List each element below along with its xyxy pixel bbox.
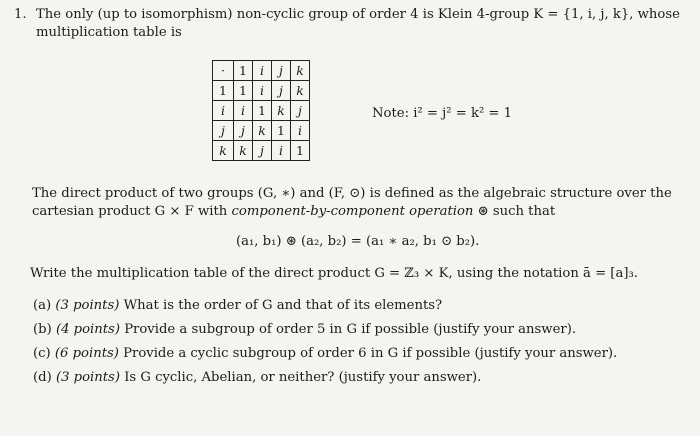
question-label: (c) <box>33 346 51 361</box>
note: Note: i² = j² = k² = 1 <box>372 106 513 121</box>
table-cell: k <box>213 141 234 161</box>
question-text: Provide a subgroup of order 5 in G if possible (justify your answer). <box>124 322 577 337</box>
question-text: Is G cyclic, Abelian, or neither? (justify your answer). <box>124 370 482 385</box>
question-a <box>33 298 442 313</box>
table-cell: k <box>253 121 272 141</box>
question-points: (3 points) <box>55 298 120 313</box>
table-cell: i <box>253 61 272 81</box>
table-cell: i <box>213 101 234 121</box>
task-statement: Write the multiplication table of the direct product G = ℤ₃ × K, using the notation ā = [a]₃. <box>30 266 638 281</box>
table-cell: j <box>234 121 253 141</box>
table-cell: k <box>234 141 253 161</box>
question-label: (d) <box>33 370 52 385</box>
question-c <box>33 346 617 361</box>
line-text: cartesian product G × F with <box>32 204 232 219</box>
table-row <box>213 81 310 101</box>
table-cell: 1 <box>291 141 310 161</box>
question-b <box>33 322 576 337</box>
table-cell: 1 <box>272 121 291 141</box>
table-row <box>213 121 310 141</box>
table-cell: j <box>253 141 272 161</box>
direct-product-line-2 <box>32 204 555 219</box>
table-cell: k <box>272 101 291 121</box>
table-cell: i <box>272 141 291 161</box>
table-cell: j <box>213 121 234 141</box>
intro-line-2: multiplication table is <box>36 25 182 40</box>
table-cell: 1 <box>234 61 253 81</box>
problem-number: 1. <box>14 7 27 22</box>
table-cell: 1 <box>253 101 272 121</box>
question-text: What is the order of G and that of its elements? <box>123 298 443 313</box>
question-points: (3 points) <box>55 370 120 385</box>
table-cell: 1 <box>213 81 234 101</box>
line-text: ⊛ such that <box>473 204 556 219</box>
table-cell: j <box>291 101 310 121</box>
table-cell: k <box>291 61 310 81</box>
question-label: (a) <box>33 298 52 313</box>
table-row <box>213 141 310 161</box>
operation-formula: (a₁, b₁) ⊛ (a₂, b₂) = (a₁ ∗ a₂, b₁ ⊙ b₂). <box>236 234 480 249</box>
table-cell: · <box>213 61 234 81</box>
question-points: (4 points) <box>55 322 120 337</box>
question-label: (b) <box>33 322 52 337</box>
table-cell: j <box>272 81 291 101</box>
table-cell: j <box>272 61 291 81</box>
question-d <box>33 370 481 385</box>
direct-product-line-1: The direct product of two groups (G, ∗) and (F, ⊙) is defined as the algebraic structure over the <box>32 186 672 201</box>
table-cell: i <box>234 101 253 121</box>
table-cell: 1 <box>234 81 253 101</box>
question-text: Provide a cyclic subgroup of order 6 in G if possible (justify your answer). <box>123 346 618 361</box>
table-cell: i <box>253 81 272 101</box>
klein-multiplication-table <box>212 60 310 161</box>
emphasis-text: component-by-component operation <box>231 204 474 219</box>
table-cell: k <box>291 81 310 101</box>
table-cell: i <box>291 121 310 141</box>
question-points: (6 points) <box>54 346 119 361</box>
table-row <box>213 101 310 121</box>
intro-line-1: The only (up to isomorphism) non-cyclic group of order 4 is Klein 4-group K = {1, i, j, k}, whose <box>36 7 680 22</box>
table-row <box>213 61 310 81</box>
